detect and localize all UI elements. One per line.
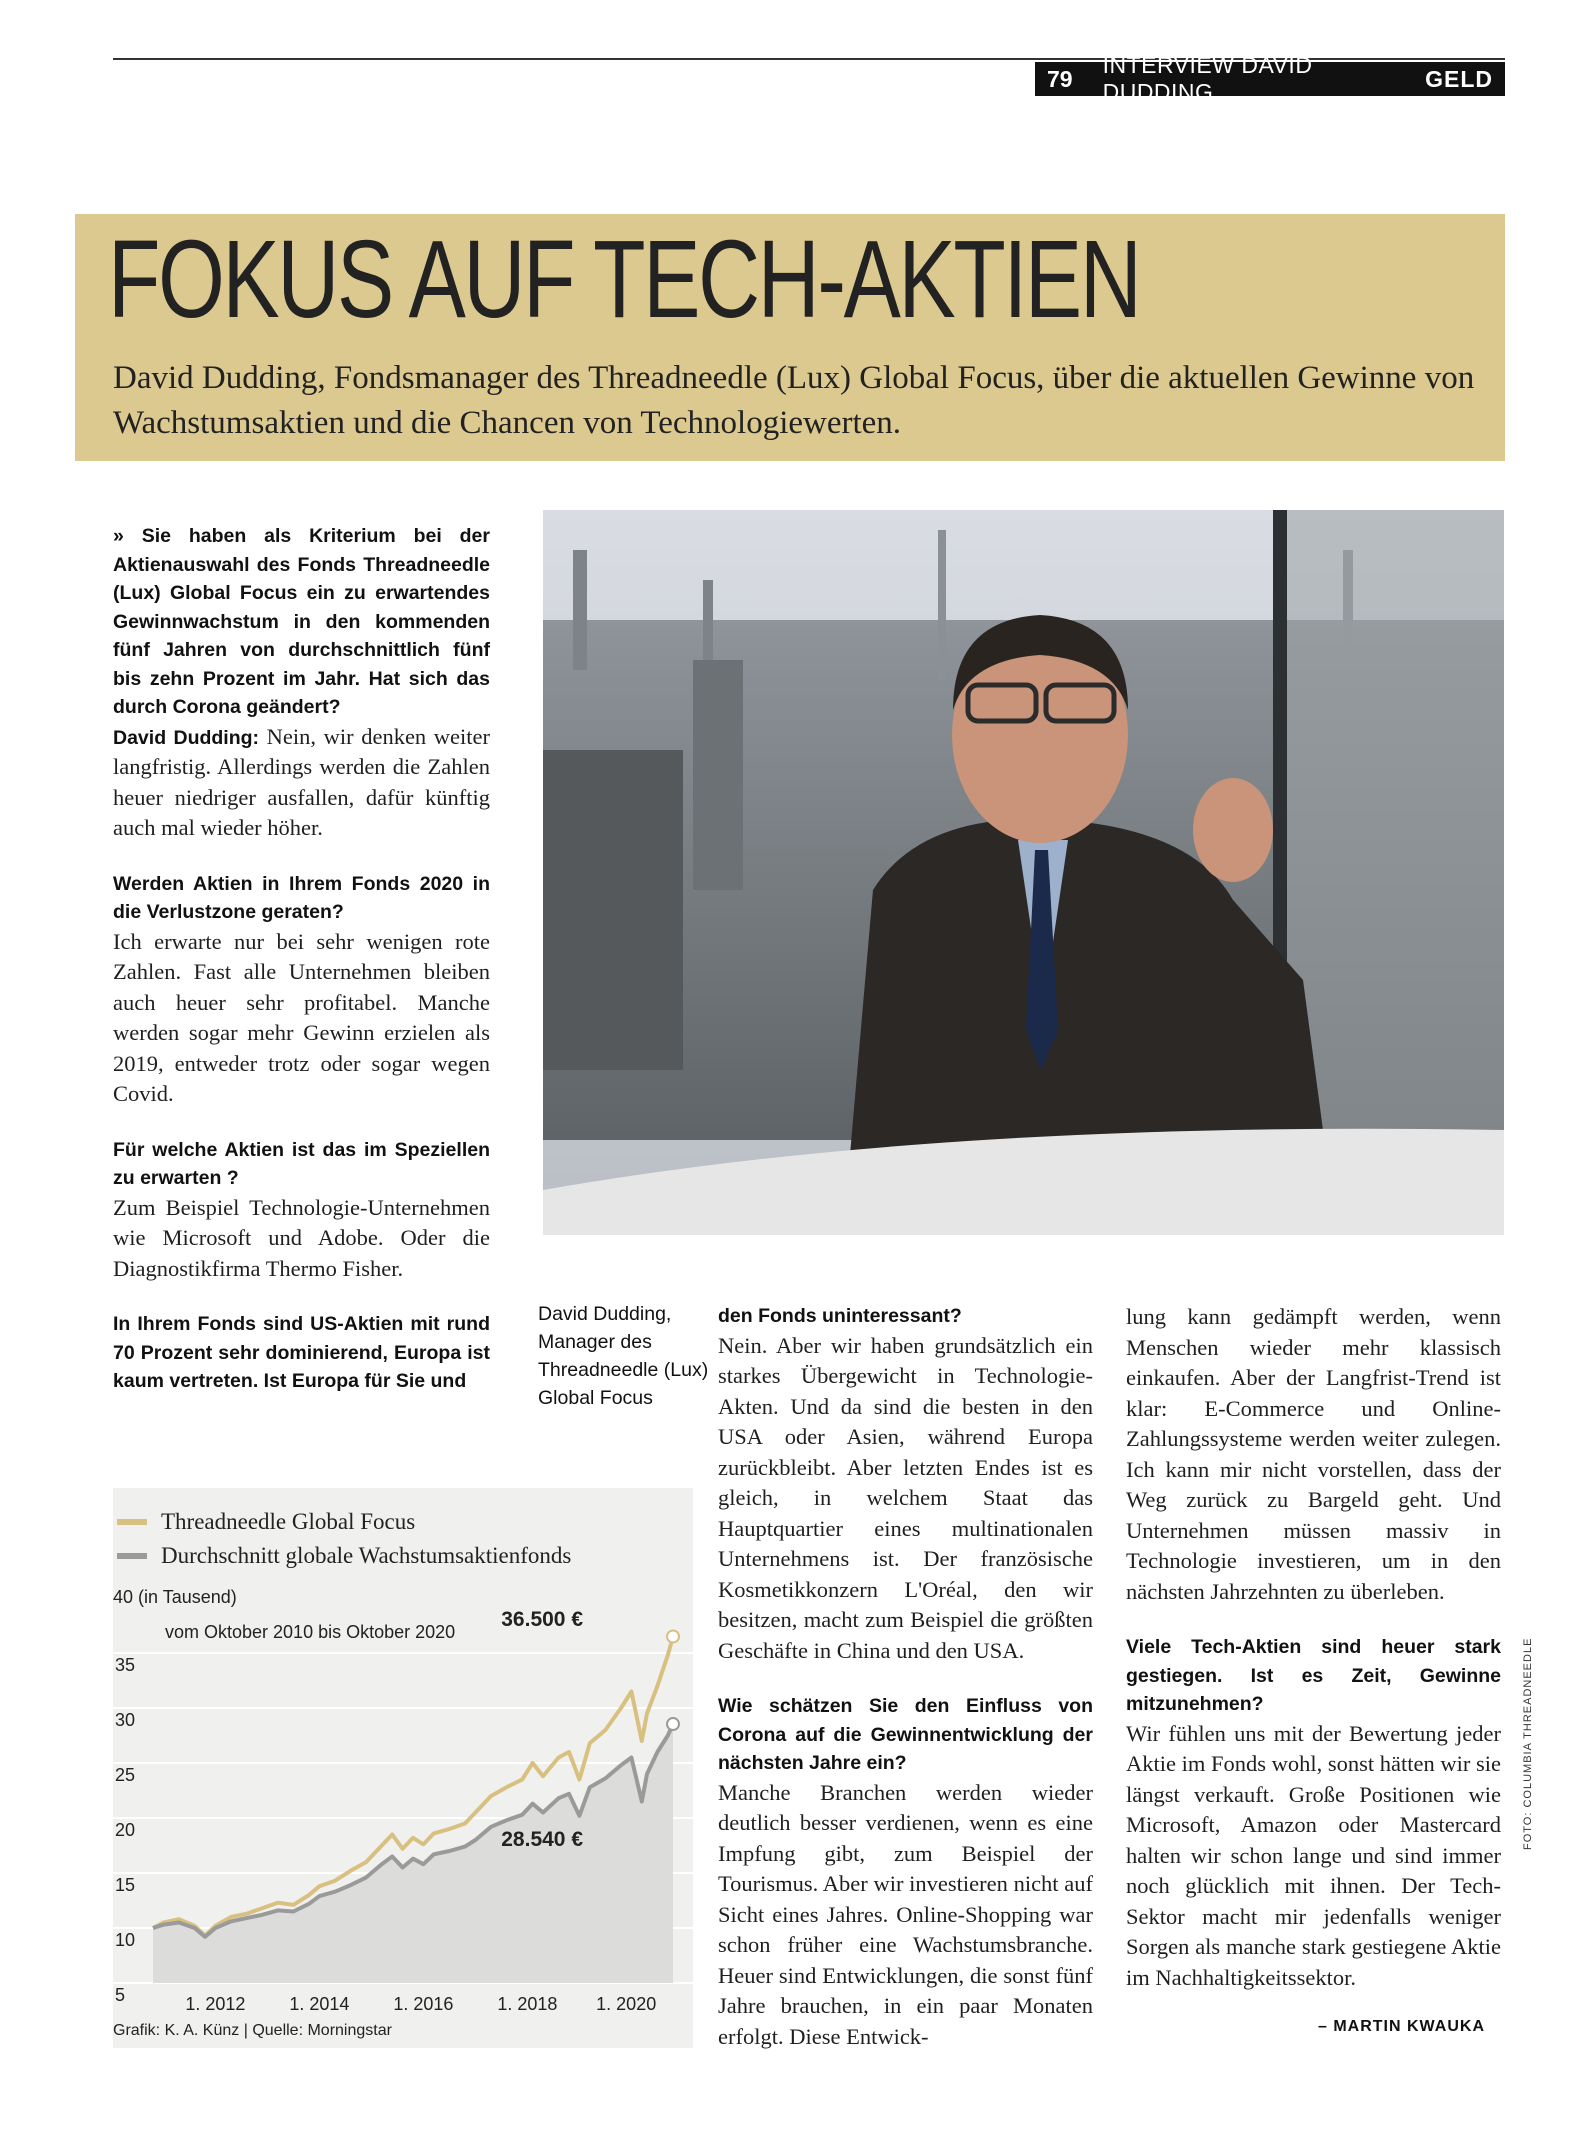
y-tick-label: 30 [115,1710,136,1730]
answer-6: Wir fühlen uns mit der Bewertung jeder Aktie im Fonds wohl, sonst hätten wir sie längst verkauft. Große Positionen wie Microsoft, Amazon oder Mastercard halten wir schon lange und sind immer noch glücklich mit ihnen. Der Tech-Sektor macht mir jedenfalls weniger Sorgen als manche stark gestiegene Aktie im Nachhaltigkeitssektor. [1126,1720,1501,1990]
photo-caption: David Dudding, Manager des Threadneedle (Lux) Global Focus [538,1303,709,1409]
end-value-gold: 36.500 € [501,1608,583,1631]
column-2 [718,1302,1093,2052]
photo-credit: FOTO: COLUMBIA THREADNEEDLE [1522,1637,1534,1850]
chart-source: Grafik: K. A. Künz | Quelle: Morningstar [113,2022,392,2039]
x-tick-label: 1. 2016 [393,1994,454,2014]
chart-subtitle: vom Oktober 2010 bis Oktober 2020 [165,1622,456,1642]
y-tick-label: 20 [115,1820,136,1840]
answer-4: Nein. Aber wir haben grundsätzlich ein starkes Übergewicht in Technologie-Akten. Und da sind die besten in den USA oder Asien, während Europa zurückbleibt. Aber letzten Endes ist es gleich, in welchem Staat das Hauptquartier eines multinationalen Unternehmens ist. Der französische Kosmetikkonzern L'Oréal, den wir besitzen, macht zum Beispiel die größten Geschäfte in China und den USA. [718,1332,1093,1663]
column-3 [1126,1302,1501,1993]
answer-2: Ich erwarte nur bei sehr wenigen rote Zahlen. Fast alle Unternehmen bleiben auch heuer sehr profitabel. Manche werden sogar mehr Gewinn erzielen als 2019, entweder trotz oder sogar wegen Covid. [113,928,490,1106]
question-4: In Ihrem Fonds sind US-Aktien mit rund 70 Prozent sehr dominierend, Europa ist kaum vertreten. Ist Europa für Sie und [113,1313,490,1392]
legend-label-gray: Durchschnitt globale Wachstumsaktienfonds [161,1543,572,1568]
question-5: Wie schätzen Sie den Einfluss von Corona auf die Gewinnentwicklung der nächsten Jahre ein? [718,1695,1093,1774]
answer-5-continued: lung kann gedämpft werden, wenn Menschen wieder mehr klassisch einkaufen. Aber der Langfrist-Trend ist klar: E-Commerce und Online-Zahlungssysteme werden weiter zulegen. Ich kann mir nicht vorstellen, dass der Weg zurück zu Bargeld geht. Und Unternehmen müssen massiv in Technologie investieren, um in den nächsten Jahrzehnten zu überleben. [1126,1304,1501,1604]
answer-5: Manche Branchen werden wieder deutlich besser verdienen, wenn es eine Impfung gibt, zum Beispiel der Tourismus. Aber wir investieren nicht auf Sicht eines Jahres. Online-Shopping war schon früher eine Wachstumsbranche. Heuer sind Entwicklungen, die sonst fünf Jahre brauchen, in ein paar Monaten erfolgt. Diese Entwick- [718,1779,1093,2049]
y-tick-label: 5 [115,1985,126,2005]
answer-3: Zum Beispiel Technologie-Unternehmen wie Microsoft und Adobe. Oder die Diagnostikfirma Thermo Fisher. [113,1194,490,1281]
performance-chart [113,1488,693,2048]
question-1: » Sie haben als Kriterium bei der Aktienauswahl des Fonds Threadneedle (Lux) Global Focus ein zu erwartendes Gewinnwachstum in den kommenden fünf Jahren von durchschnittlich fünf bis zehn Prozent im Jahr. Hat sich das durch Corona geändert? [113,525,490,718]
magazine-section-label: GELD [1425,65,1493,92]
x-tick-label: 1. 2020 [596,1994,657,2014]
y-tick-label: 35 [115,1655,136,1675]
y-axis-label: 40 (in Tausend) [113,1587,237,1607]
page-header [1035,52,1505,105]
portrait-photo [543,510,1504,1235]
column-1 [113,522,490,1396]
answer-speaker: David Dudding: [113,726,260,749]
page-number: 79 [1047,65,1073,92]
question-3: Für welche Aktien ist das im Speziellen zu erwarten ? [113,1138,490,1189]
x-tick-label: 1. 2012 [185,1994,246,2014]
answer-1-text: Nein, wir denken weiter langfristig. Allerdings werden die Zahlen heuer niedriger ausfallen, dafür künftig auch mal wieder höher. [113,723,491,840]
answer-1 [113,722,490,844]
question-4-end: den Fonds uninteressant? [718,1305,962,1327]
section-label: INTERVIEW DAVID DUDDING [1102,52,1313,105]
legend-label-gold: Threadneedle Global Focus [161,1509,416,1534]
question-2: Werden Aktien in Ihrem Fonds 2020 in die Verlustzone geraten? [113,872,490,923]
end-value-gray: 28.540 € [501,1828,583,1851]
article-title: FOKUS AUF TECH-AKTIEN [108,218,1140,341]
y-tick-label: 15 [115,1875,136,1895]
x-tick-label: 1. 2014 [289,1994,350,2014]
series-end-point [667,1631,679,1643]
question-6: Viele Tech-Aktien sind heuer stark gestiegen. Ist es Zeit, Gewinne mitzunehmen? [1126,1636,1501,1715]
author-byline: – MARTIN KWAUKA [1318,2018,1485,2035]
series-end-point [667,1718,679,1730]
y-tick-label: 10 [115,1930,136,1950]
article-lede: David Dudding, Fondsmanager des Threadneedle (Lux) Global Focus, über die aktuellen Gewinne von Wachstumsaktien und die Chancen von Technologiewerten. [113,360,1475,441]
x-tick-label: 1. 2018 [497,1994,558,2014]
y-tick-label: 25 [115,1765,136,1785]
